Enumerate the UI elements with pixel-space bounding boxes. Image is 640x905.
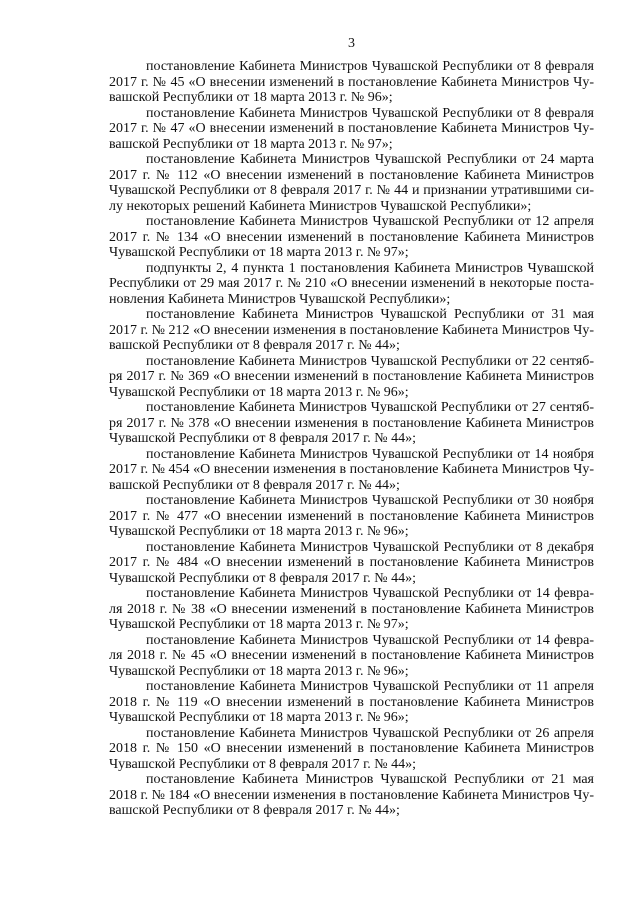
list-item — [109, 400, 594, 447]
list-item — [109, 679, 594, 726]
text-line: постановление Кабинета Министров Чувашской Республики от 24 марта — [146, 152, 594, 167]
text-line: Чувашской Республики от 18 марта 2013 г. № 96»; — [109, 384, 409, 400]
list-item — [109, 726, 594, 773]
text-line: постановление Кабинета Министров Чувашской Республики от 26 апреля — [146, 725, 594, 741]
text-line: 2017 г. № 212 «О внесении изменения в постановление Кабинета Министров Чу- — [109, 322, 594, 338]
text-line: постановление Кабинета Министров Чувашской Республики от 8 декабря — [146, 539, 594, 555]
document-body — [109, 59, 594, 819]
text-line: постановление Кабинета Министров Чувашской Республики от 21 мая — [146, 772, 594, 787]
text-line: вашской Республики от 18 марта 2013 г. № 96»; — [109, 90, 393, 105]
page-number: 3 — [348, 36, 355, 51]
text-line: постановление Кабинета Министров Чувашской Республики от 8 февраля — [146, 105, 594, 121]
text-line: Чувашской Республики от 8 февраля 2017 г. № 44»; — [109, 431, 417, 446]
text-line: 2017 г. № 477 «О внесении изменений в постановление Кабинета Министров — [109, 508, 594, 524]
text-line: Чувашской Республики от 8 февраля 2017 г. № 44»; — [109, 570, 417, 586]
text-line: Чувашской Республики от 18 марта 2013 г. № 97»; — [109, 245, 409, 260]
text-line: вашской Республики от 8 февраля 2017 г. № 44»; — [109, 477, 400, 493]
text-line: Чувашской Республики от 8 февраля 2017 г. № 44 и признании утратившими си- — [109, 183, 594, 198]
text-line: вашской Республики от 8 февраля 2017 г. № 44»; — [109, 338, 400, 353]
text-line: постановление Кабинета Министров Чувашской Республики от 27 сентяб- — [146, 400, 594, 415]
list-item — [109, 307, 594, 354]
text-line: 2018 г. № 184 «О внесении изменения в постановление Кабинета Министров Чу- — [109, 787, 594, 803]
text-line: постановление Кабинета Министров Чувашской Республики от 14 февра- — [146, 632, 594, 648]
text-line: постановление Кабинета Министров Чувашской Республики от 14 февра- — [146, 586, 594, 601]
list-item — [109, 586, 594, 633]
text-line: постановление Кабинета Министров Чувашской Республики от 12 апреля — [146, 214, 594, 229]
text-line: 2017 г. № 45 «О внесении изменений в постановление Кабинета Министров Чу- — [109, 74, 594, 90]
text-line: лу некоторых решений Кабинета Министров Чувашской Республики»; — [109, 198, 532, 214]
text-line: Чувашской Республики от 18 марта 2013 г. № 96»; — [109, 710, 409, 725]
text-line: постановление Кабинета Министров Чувашской Республики от 8 февраля — [146, 59, 594, 74]
text-line: 2018 г. № 119 «О внесении изменений в постановление Кабинета Министров — [109, 694, 594, 710]
list-item — [109, 354, 594, 401]
text-line: подпункты 2, 4 пункта 1 постановления Кабинета Министров Чувашской — [146, 260, 594, 276]
text-line: постановление Кабинета Министров Чувашской Республики от 31 мая — [146, 307, 594, 322]
text-line: вашской Республики от 18 марта 2013 г. № 97»; — [109, 136, 393, 152]
text-line: 2018 г. № 150 «О внесении изменений в постановление Кабинета Министров — [109, 741, 594, 756]
list-item — [109, 59, 594, 106]
text-line: 2017 г. № 112 «О внесении изменений в постановление Кабинета Министров — [109, 167, 594, 183]
text-line: 2017 г. № 47 «О внесении изменений в постановление Кабинета Министров Чу- — [109, 121, 594, 136]
text-line: 2017 г. № 484 «О внесении изменений в постановление Кабинета Министров — [109, 555, 594, 570]
text-line: постановление Кабинета Министров Чувашской Республики от 30 ноября — [146, 493, 594, 508]
text-line: ля 2018 г. № 38 «О внесении изменений в постановление Кабинета Министров — [109, 601, 594, 617]
text-line: ря 2017 г. № 369 «О внесении изменений в постановление Кабинета Министров — [109, 369, 594, 384]
list-item — [109, 447, 594, 494]
list-item — [109, 493, 594, 540]
text-line: 2017 г. № 454 «О внесении изменения в постановление Кабинета Министров Чу- — [109, 462, 594, 477]
text-line: Чувашской Республики от 8 февраля 2017 г. № 44»; — [109, 756, 417, 772]
list-item — [109, 633, 594, 680]
text-line: постановление Кабинета Министров Чувашской Республики от 14 ноября — [146, 446, 594, 462]
text-line: Чувашской Республики от 18 марта 2013 г. № 96»; — [109, 524, 409, 539]
list-item — [109, 214, 594, 261]
text-line: ля 2018 г. № 45 «О внесении изменений в постановление Кабинета Министров — [109, 648, 594, 663]
text-line: постановление Кабинета Министров Чувашской Республики от 11 апреля — [146, 679, 594, 694]
list-item — [109, 152, 594, 214]
text-line: Чувашской Республики от 18 марта 2013 г. № 96»; — [109, 663, 409, 679]
text-line: Республики от 29 мая 2017 г. № 210 «О внесении изменений в некоторые поста- — [109, 276, 594, 291]
text-line: ря 2017 г. № 378 «О внесении изменения в постановление Кабинета Министров — [109, 415, 594, 431]
text-line: постановление Кабинета Министров Чувашской Республики от 22 сентяб- — [146, 353, 594, 369]
text-line: новления Кабинета Министров Чувашской Республики»; — [109, 291, 451, 307]
text-line: вашской Республики от 8 февраля 2017 г. № 44»; — [109, 803, 400, 818]
list-item — [109, 772, 594, 819]
list-item — [109, 261, 594, 308]
list-item — [109, 540, 594, 587]
text-line: Чувашской Республики от 18 марта 2013 г. № 97»; — [109, 617, 409, 632]
text-line: 2017 г. № 134 «О внесении изменений в постановление Кабинета Министров — [109, 229, 594, 245]
list-item — [109, 106, 594, 153]
